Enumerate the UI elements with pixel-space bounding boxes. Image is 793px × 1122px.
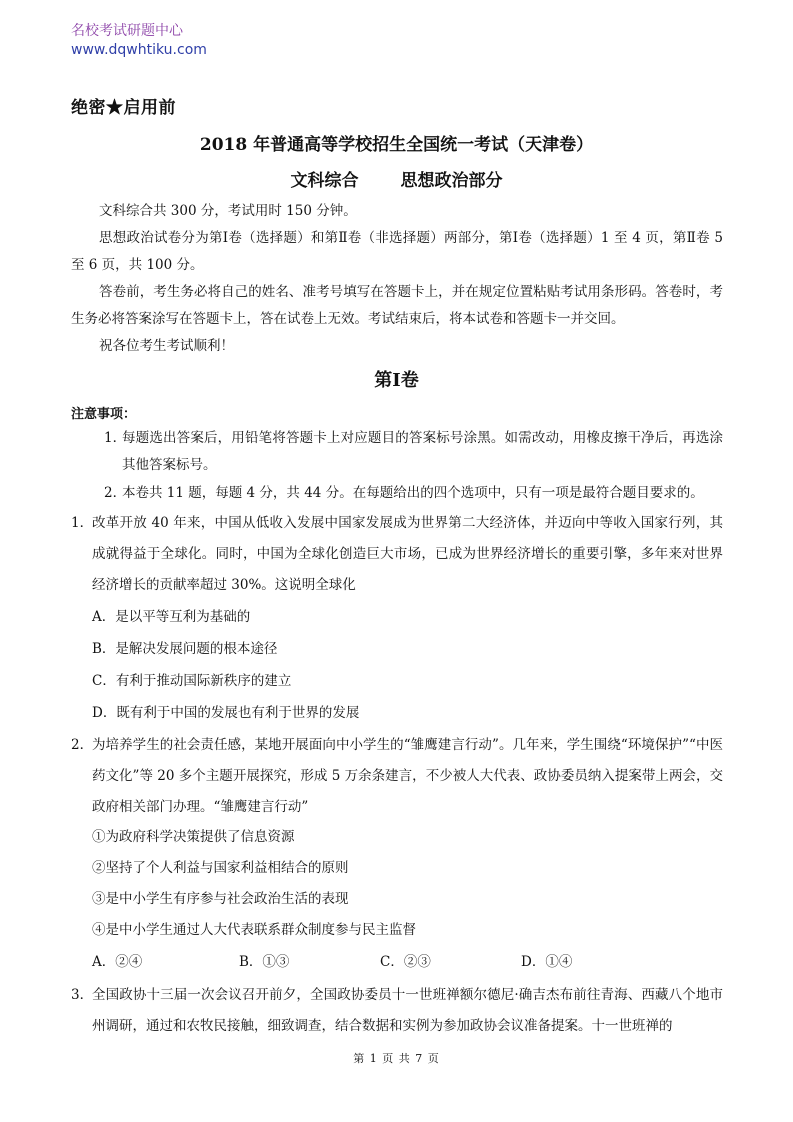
statement-1: ①为政府科学决策提供了信息资源: [92, 829, 295, 845]
subtitle-subject: 文科综合: [290, 171, 359, 191]
choice-a: A．②④: [92, 954, 143, 970]
choice-d: D．①④: [521, 954, 573, 970]
note-number: 2．: [104, 485, 127, 501]
question-stem: 为培养学生的社会责任感，某地开展面向中小学生的“雏鹰建言行动”。几年来，学生围绕“环境保护”“中医药文化”等 20 多个主题开展探究，形成 5 万余条建言，不少被人大代表、政协委员纳入提案带上两会，交政府相关部门办理。“雏鹰建言行动”: [92, 737, 723, 815]
exam-title: 2018 年普通高等学校招生全国统一考试（天津卷）: [199, 135, 594, 155]
question-number: 1．: [71, 515, 94, 531]
site-name: 名校考试研题中心: [71, 23, 183, 39]
note-item: [104, 480, 723, 507]
statement-2: ②坚持了个人利益与国家利益相结合的原则: [92, 860, 349, 876]
option-b: B．是解决发展问题的根本途径: [92, 641, 278, 657]
volume-title: 第Ⅰ卷: [374, 370, 419, 391]
option-d: D．既有利于中国的发展也有利于世界的发展: [92, 705, 360, 721]
secret-mark: 绝密★启用前: [71, 98, 176, 118]
page-footer: 第 1 页 共 7 页: [353, 1052, 440, 1065]
choice-b: B．①③: [239, 954, 290, 970]
statement-4: ④是中小学生通过人大代表联系群众制度参与民主监督: [92, 922, 416, 938]
choice-c: C．②③: [380, 954, 431, 970]
question-number: 3．: [71, 987, 94, 1003]
note-text: 本卷共 11 题，每题 4 分，共 44 分。在每题给出的四个选项中，只有一项是最符合题目要求的。: [122, 485, 704, 501]
statement-3: ③是中小学生有序参与社会政治生活的表现: [92, 891, 349, 907]
intro-paragraph: 思想政治试卷分为第Ⅰ卷（选择题）和第Ⅱ卷（非选择题）两部分，第Ⅰ卷（选择题）1 至 4 页，第Ⅱ卷 5 至 6 页，共 100 分。: [71, 230, 723, 273]
note-number: 1．: [104, 430, 127, 446]
intro-paragraph: 文科综合共 300 分，考试用时 150 分钟。: [99, 203, 357, 219]
page-header: [71, 22, 207, 60]
notes-heading: 注意事项：: [71, 407, 137, 422]
note-item: [104, 425, 723, 479]
intro-paragraph: 答卷前，考生务必将自己的姓名、准考号填写在答题卡上，并在规定位置粘贴考试用条形码。答卷时，考生务必将答案涂写在答题卡上，答在试卷上无效。考试结束后，将本试卷和答题卡一并交回。: [71, 284, 723, 327]
question-stem: 改革开放 40 年来，中国从低收入发展中国家发展成为世界第二大经济体，并迈向中等收入国家行列，其成就得益于全球化。同时，中国为全球化创造巨大市场，已成为世界经济增长的重要引擎，多年来对世界经济增长的贡献率超过 30%。这说明全球化: [92, 515, 723, 593]
site-url[interactable]: www.dqwhtiku.com: [71, 42, 207, 58]
option-c: C．有利于推动国际新秩序的建立: [92, 673, 292, 689]
question-stem: 全国政协十三届一次会议召开前夕，全国政协委员十一世班禅额尔德尼·确吉杰布前往青海、西藏八个地市州调研，通过和农牧民接触，细致调查，结合数据和实例为参加政协会议准备提案。十一世班禅的: [92, 987, 723, 1034]
question-1: [71, 508, 723, 601]
question-2: [71, 730, 723, 823]
note-text: 每题选出答案后，用铅笔将答题卡上对应题目的答案标号涂黑。如需改动，用橡皮擦干净后，再选涂其他答案标号。: [122, 430, 723, 473]
exam-subtitle: [0, 166, 793, 191]
question-3: [71, 980, 723, 1042]
subtitle-part: 思想政治部分: [400, 171, 503, 191]
question-number: 2．: [71, 737, 94, 753]
option-a: A．是以平等互利为基础的: [92, 609, 251, 625]
intro-paragraph: 祝各位考生考试顺利！: [99, 338, 234, 354]
